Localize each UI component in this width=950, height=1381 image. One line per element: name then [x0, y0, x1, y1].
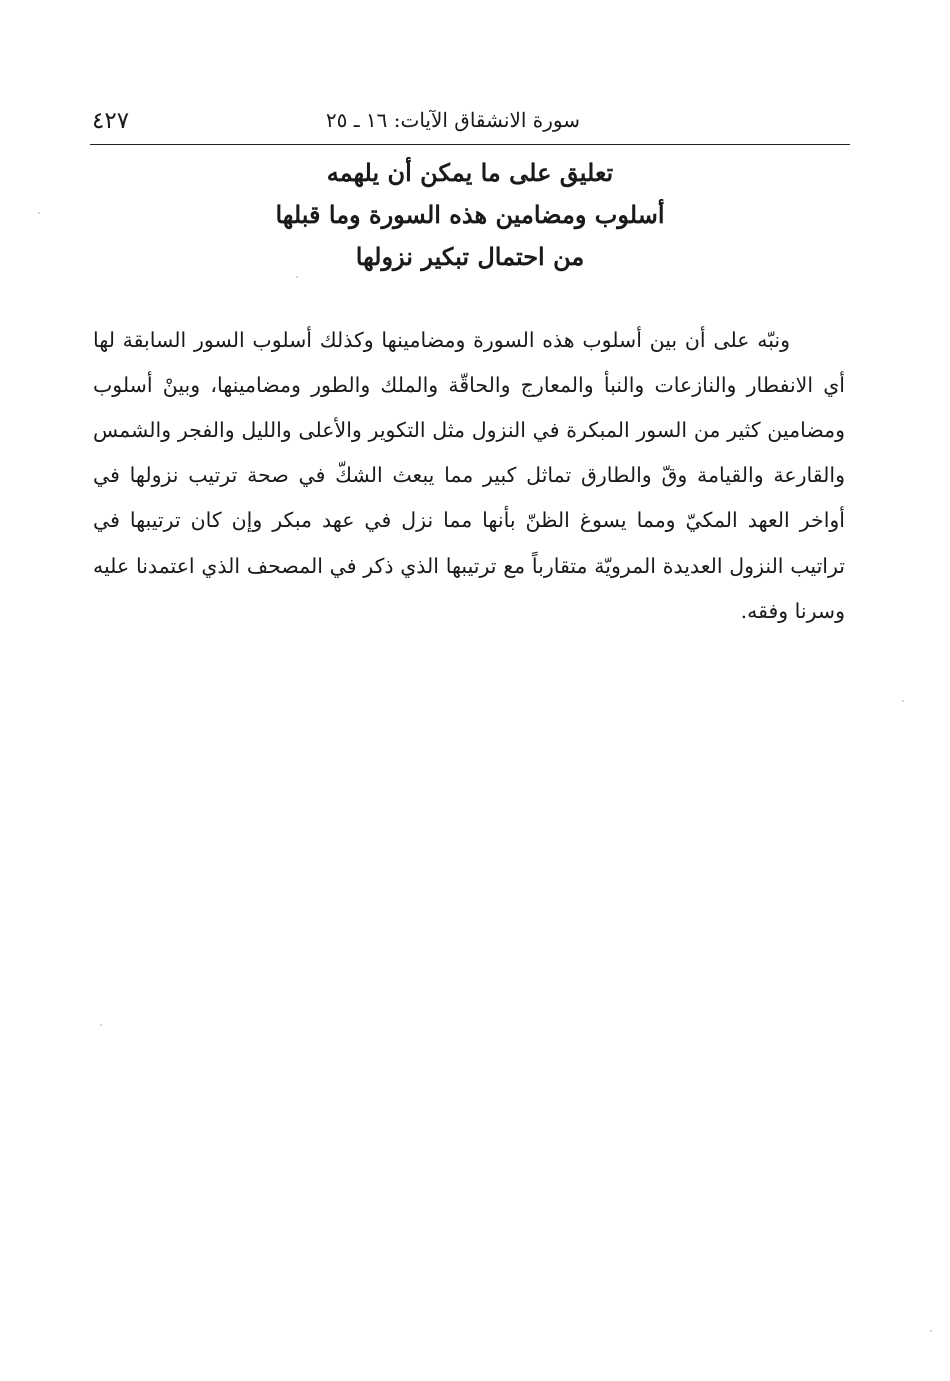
heading-line-2: أسلوب ومضامين هذه السورة وما قبلها: [275, 200, 665, 229]
scan-speck: [38, 212, 40, 214]
body-paragraph: ونبّه على أن بين أسلوب هذه السورة ومضامينها وكذلك أسلوب السور السابقة لها أي الانفطار والنازعات والنبأ والمعارج والحاقّة والملك والطور ومضامينها، وبينْ أسلوب ومضامين كثير من السور المبكرة في النزول مثل التكوير والأعلى والليل والفجر والشمس والقارعة والقيامة وقّ والطارق تماثل كبير مما يبعث الشكّ في صحة ترتيب نزولها في أواخر العهد المكيّ ومما يسوغ الظنّ بأنها مما نزل في عهد مبكر وإن كان ترتيبها في تراتيب النزول العديدة المرويّة متقارباً مع ترتيبها الذي ذكر في المصحف الذي اعتمدنا عليه وسرنا وفقه.: [93, 327, 845, 623]
page-number: ٤٢٧: [92, 108, 130, 134]
scan-speck: [100, 1024, 102, 1026]
heading-line-1: تعليق على ما يمكن أن يلهمه: [326, 158, 614, 187]
running-header: [90, 104, 850, 145]
running-title: سورة الانشقاق الآيات: ١٦ ـ ٢٥: [325, 108, 580, 132]
heading-line-3: من احتمال تبكير نزولها: [355, 242, 585, 271]
section-heading: [90, 152, 850, 278]
scan-speck: [930, 1330, 932, 1332]
scan-speck: [296, 276, 298, 278]
scan-speck: [902, 700, 904, 702]
